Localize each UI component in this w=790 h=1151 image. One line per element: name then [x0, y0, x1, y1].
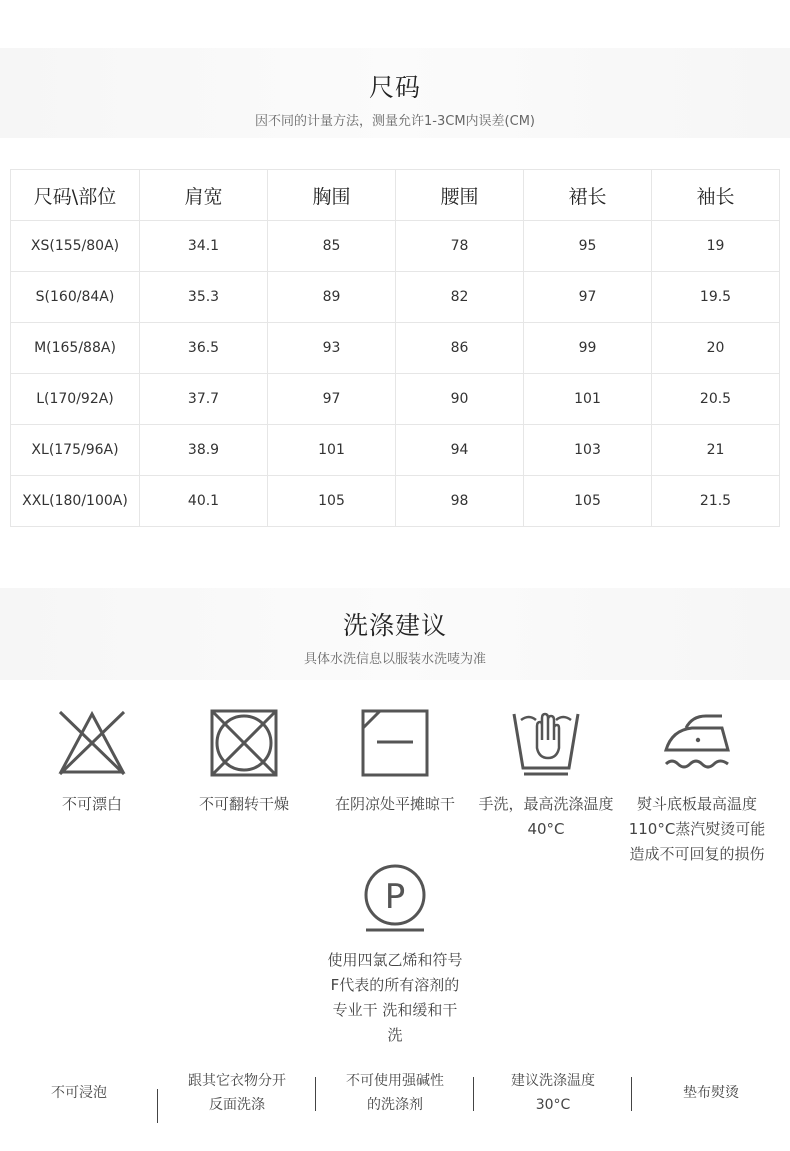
size-section-title: 尺码 [368, 73, 421, 102]
table-cell: XL(175/96A) [11, 425, 140, 476]
table-cell: 19 [652, 221, 780, 272]
table-cell: 35.3 [140, 272, 268, 323]
table-cell: M(165/88A) [11, 323, 140, 374]
table-cell: 85 [268, 221, 396, 272]
wash-section-header [0, 588, 790, 680]
table-cell: 94 [396, 425, 524, 476]
table-cell: 97 [524, 272, 652, 323]
table-cell: 105 [268, 476, 396, 527]
care-item-hand-wash [470, 708, 622, 842]
header-shoulder: 肩宽 [140, 170, 268, 221]
size-table [10, 169, 780, 527]
table-cell: L(170/92A) [11, 374, 140, 425]
table-row [11, 323, 780, 374]
size-section-subtitle: 因不同的计量方法，测量允许1-3CM内误差(CM) [255, 114, 535, 129]
table-row [11, 272, 780, 323]
care-item-iron [621, 708, 773, 867]
care-label: 使用四氯乙烯和符号 F代表的所有溶剂的 专业干 洗和缓和干 洗 [327, 951, 463, 1044]
table-cell: 86 [396, 323, 524, 374]
care-label: 不可翻转干燥 [198, 795, 289, 813]
tip-item: 跟其它衣物分开 反面洗涤 [158, 1069, 316, 1117]
table-cell: 20.5 [652, 374, 780, 425]
size-section-header [0, 48, 790, 138]
table-row [11, 221, 780, 272]
table-cell: 103 [524, 425, 652, 476]
table-row [11, 476, 780, 527]
table-cell: 98 [396, 476, 524, 527]
table-cell: 93 [268, 323, 396, 374]
tip-item: 垫布熨烫 [683, 1085, 739, 1101]
table-cell: 101 [268, 425, 396, 476]
table-cell: 90 [396, 374, 524, 425]
table-cell: 21 [652, 425, 780, 476]
table-cell: 40.1 [140, 476, 268, 527]
table-row [11, 425, 780, 476]
wash-section-title: 洗涤建议 [342, 611, 447, 640]
header-skirt-length: 裙长 [524, 170, 652, 221]
table-cell: 82 [396, 272, 524, 323]
table-cell: 99 [524, 323, 652, 374]
table-cell: 19.5 [652, 272, 780, 323]
table-cell: 95 [524, 221, 652, 272]
tip-item: 建议洗涤温度 30°C [474, 1069, 632, 1117]
tip-item: 不可浸泡 [0, 1081, 158, 1105]
table-cell: XS(155/80A) [11, 221, 140, 272]
table-cell: 36.5 [140, 323, 268, 374]
table-cell: 21.5 [652, 476, 780, 527]
no-tumble-dry-icon [209, 708, 279, 778]
size-table-header-row [11, 170, 780, 221]
care-item-no-tumble-dry [168, 708, 320, 817]
care-label: 不可漂白 [61, 795, 122, 813]
care-label: 熨斗底板最高温度 110°C蒸汽熨烫可能 造成不可回复的损伤 [628, 795, 766, 863]
care-label: 手洗，最高洗涤温度 40°C [478, 795, 614, 838]
table-cell: 89 [268, 272, 396, 323]
table-cell: S(160/84A) [11, 272, 140, 323]
tip-item: 不可使用强碱性 的洗涤剂 [316, 1069, 474, 1117]
care-label: 在阴凉处平摊晾干 [334, 795, 455, 813]
care-item-no-bleach [16, 708, 168, 817]
table-cell: 38.9 [140, 425, 268, 476]
header-sleeve-length: 袖长 [652, 170, 780, 221]
wash-section-subtitle: 具体水洗信息以服装水洗唛为准 [303, 652, 486, 667]
bottom-tips [0, 1068, 790, 1118]
table-cell: 37.7 [140, 374, 268, 425]
table-cell: XXL(180/100A) [11, 476, 140, 527]
header-chest: 胸围 [268, 170, 396, 221]
no-bleach-icon [57, 708, 127, 778]
care-item-dry-clean [319, 864, 471, 1048]
header-size-part: 尺码\部位 [11, 170, 140, 221]
table-cell: 78 [396, 221, 524, 272]
table-cell: 105 [524, 476, 652, 527]
dry-clean-letter: P [384, 877, 406, 917]
table-cell: 97 [268, 374, 396, 425]
dry-clean-p-icon [360, 864, 430, 934]
table-cell: 101 [524, 374, 652, 425]
hand-wash-icon [511, 708, 581, 778]
care-item-dry-flat-shade [319, 708, 471, 817]
iron-low-icon [662, 708, 732, 778]
table-row [11, 374, 780, 425]
dry-flat-in-shade-icon [360, 708, 430, 778]
header-waist: 腰围 [396, 170, 524, 221]
table-cell: 34.1 [140, 221, 268, 272]
table-cell: 20 [652, 323, 780, 374]
